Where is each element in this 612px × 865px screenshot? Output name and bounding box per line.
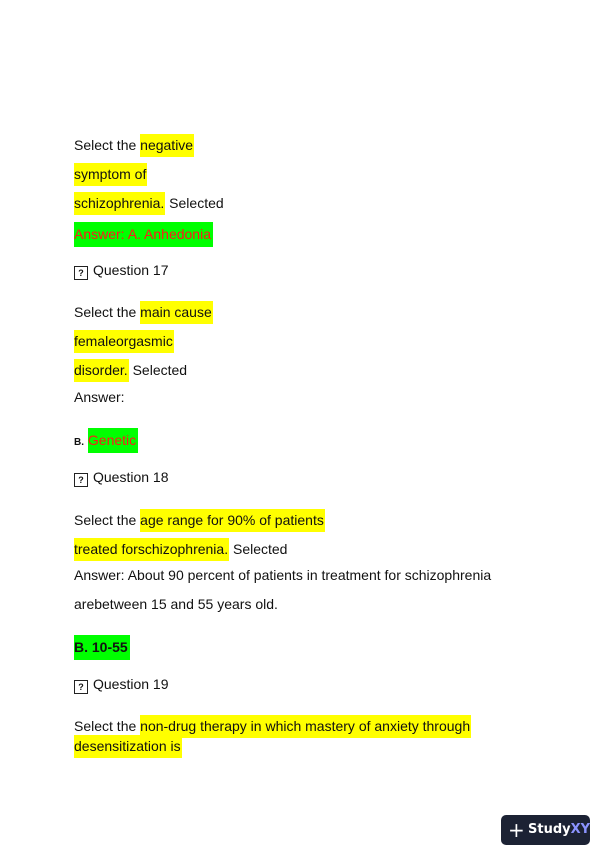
q18-highlight-2: treated forschizophrenia. xyxy=(74,538,229,561)
q18-option: B. 10-55 xyxy=(74,635,130,660)
q16-line-1 xyxy=(74,134,194,157)
brand-main: Study xyxy=(528,822,571,837)
q18-selected: Selected xyxy=(229,541,288,557)
q17-answer-label: Answer: xyxy=(74,389,125,405)
q16-line-3 xyxy=(74,192,224,215)
studyxy-badge[interactable] xyxy=(501,815,590,845)
q17-option-line xyxy=(74,428,138,453)
q17-highlight-3: disorder. xyxy=(74,359,129,382)
q18-heading xyxy=(74,469,169,487)
q18-highlight-1: age range for 90% of patients xyxy=(140,509,325,532)
q18-answer-1: Answer: About 90 percent of patients in treatment for schizophrenia xyxy=(74,567,492,583)
q17-highlight-1: main cause xyxy=(140,301,213,324)
q17-line-1 xyxy=(74,301,213,324)
q18-title: Question 18 xyxy=(93,469,169,485)
q17-title: Question 17 xyxy=(93,262,169,278)
q16-prefix: Select the xyxy=(74,137,141,153)
q18-prefix: Select the xyxy=(74,512,141,528)
plus-icon: + xyxy=(508,818,525,842)
q18-option-line xyxy=(74,635,130,660)
q17-option-letter: B. xyxy=(74,437,84,448)
brand-name xyxy=(528,815,590,845)
q17-option-text: Genetic xyxy=(88,428,138,453)
q16-line-2 xyxy=(74,163,147,186)
q19-prefix: Select the xyxy=(74,718,141,734)
q17-line-2 xyxy=(74,330,174,353)
question-icon: ? xyxy=(74,473,88,487)
q18-answer-line-1 xyxy=(74,567,491,584)
q16-selected: Selected xyxy=(165,195,224,211)
q18-answer-line-2 xyxy=(74,596,278,613)
q17-line-3 xyxy=(74,359,187,382)
q19-heading xyxy=(74,676,169,694)
q19-line-2 xyxy=(74,735,182,758)
q16-highlight-2: symptom of xyxy=(74,163,147,186)
q16-highlight-3: schizophrenia. xyxy=(74,192,165,215)
q16-highlight-1: negative xyxy=(140,134,194,157)
q19-highlight-2: desensitization is xyxy=(74,735,182,758)
q17-answer-label-line xyxy=(74,389,125,406)
question-icon: ? xyxy=(74,680,88,694)
question-icon: ? xyxy=(74,266,88,280)
q19-title: Question 19 xyxy=(93,676,169,692)
brand-accent: XY xyxy=(570,822,591,837)
q17-highlight-2: femaleorgasmic xyxy=(74,330,174,353)
q16-answer-line xyxy=(74,222,213,247)
q18-answer-2: arebetween 15 and 55 years old. xyxy=(74,596,278,612)
q18-line-2 xyxy=(74,538,287,561)
q17-prefix: Select the xyxy=(74,304,141,320)
q18-line-1 xyxy=(74,509,325,532)
q17-heading xyxy=(74,262,169,280)
q16-answer: Answer: A. Anhedonia xyxy=(74,222,213,247)
q17-selected: Selected xyxy=(128,362,188,378)
q19-highlight-1: non-drug therapy in which mastery of anxiety through xyxy=(140,715,471,738)
